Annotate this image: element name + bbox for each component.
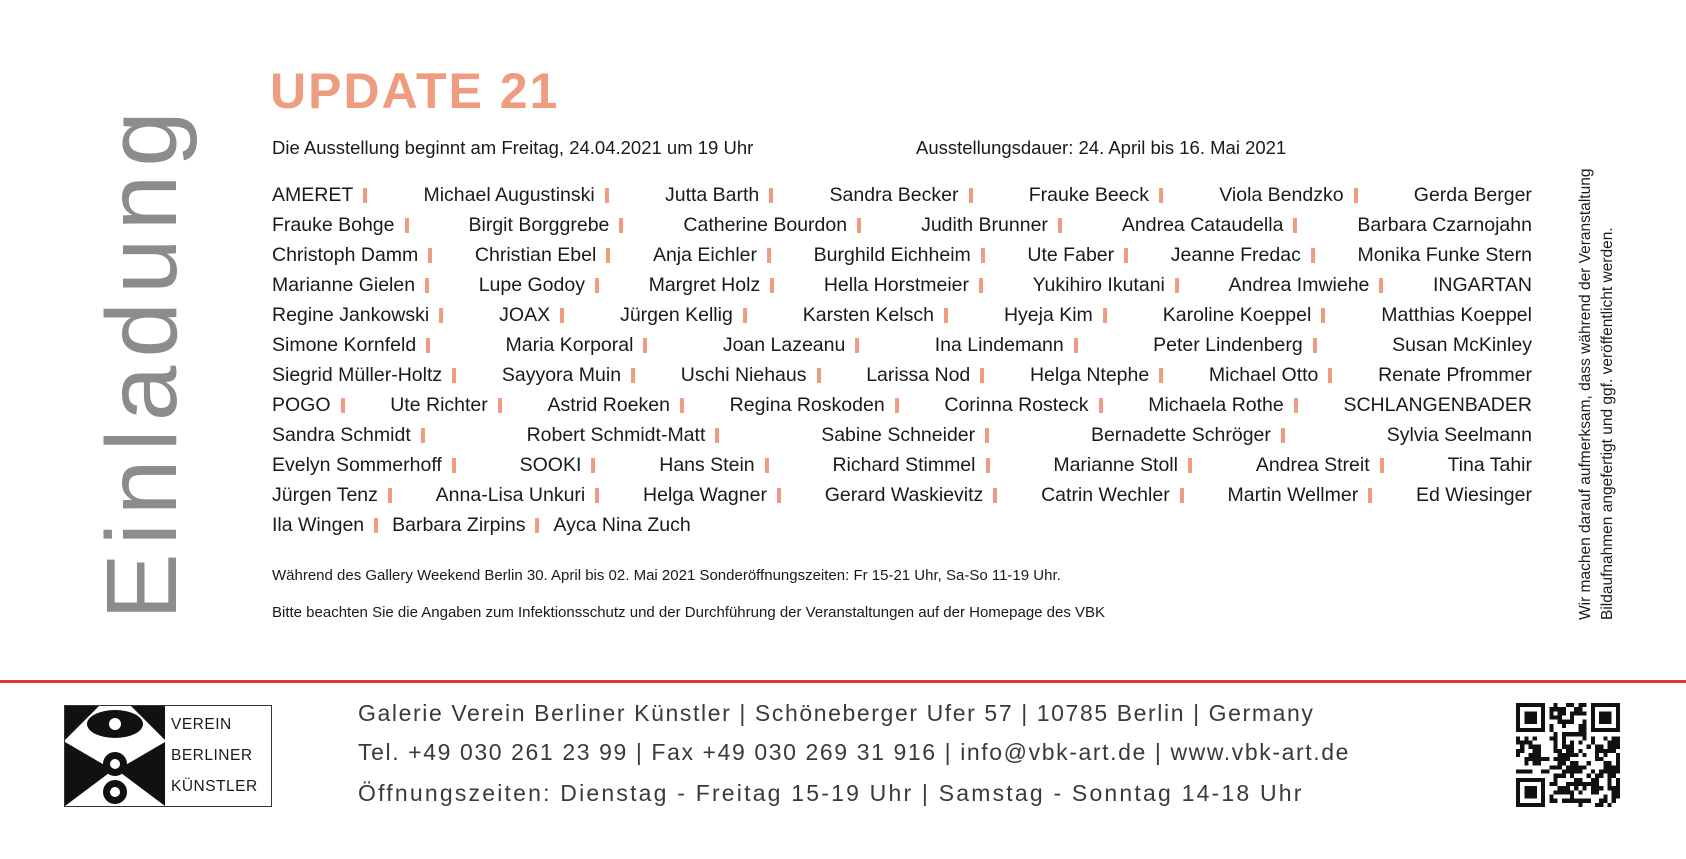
separator-bar — [985, 428, 989, 443]
separator-bar — [1099, 398, 1103, 413]
vbk-logo — [64, 705, 272, 807]
artist-name-text: Marianne Gielen — [272, 273, 416, 296]
artist-name-text: Susan McKinley — [1392, 333, 1532, 356]
artist-name-text: Karoline Koeppel — [1162, 303, 1312, 326]
artist-name — [468, 214, 623, 237]
artist-name-text: Regine Jankowski — [272, 303, 430, 326]
separator-bar — [770, 278, 774, 293]
artist-name-text: Evelyn Sommerhoff — [272, 453, 442, 476]
artist-name-text: Ayca Nina Zuch — [553, 513, 691, 536]
separator-bar — [341, 398, 345, 413]
separator-bar — [405, 218, 409, 233]
artist-name — [620, 304, 747, 327]
separator-bar — [591, 458, 595, 473]
separator-bar — [606, 248, 610, 263]
artist-name — [547, 394, 683, 417]
artist-name-text: Renate Pfrommer — [1378, 363, 1532, 386]
artist-name — [272, 514, 378, 537]
separator-bar — [979, 278, 983, 293]
separator-bar — [1180, 488, 1184, 503]
artist-name — [479, 274, 599, 297]
separator-bar — [421, 428, 425, 443]
artist-name-text: Monika Funke Stern — [1357, 243, 1532, 266]
separator-bar — [452, 458, 456, 473]
artist-name-text: Martin Wellmer — [1227, 483, 1359, 506]
artist-name-text: Ila Wingen — [272, 513, 365, 536]
artist-name-text: Birgit Borggrebe — [468, 213, 610, 236]
artist-name-text: Burghild Eichheim — [813, 243, 971, 266]
headline: UPDATE 21 — [270, 63, 560, 119]
contact-address: Galerie Verein Berliner Künstler | Schöneberger Ufer 57 | 10785 Berlin | Germany — [358, 700, 1315, 726]
artist-name — [502, 364, 635, 387]
artist-name — [1171, 244, 1315, 267]
artist-name-text: Margret Holz — [648, 273, 761, 296]
artist-name — [1227, 484, 1372, 507]
qr-code-icon[interactable] — [1516, 703, 1620, 807]
artist-name — [1414, 184, 1532, 207]
artist-name-text: Jutta Barth — [664, 183, 760, 206]
artist-name-text: Helga Ntephe — [1029, 363, 1150, 386]
artist-name-text: Karsten Kelsch — [802, 303, 934, 326]
artist-name — [730, 394, 899, 417]
artist-name — [1433, 274, 1532, 297]
artist-name-text: Hans Stein — [659, 453, 755, 476]
separator-bar — [767, 248, 771, 263]
vbk-logo-mark-icon — [65, 706, 165, 806]
artist-name — [659, 454, 768, 477]
separator-bar — [1380, 458, 1384, 473]
artist-name — [935, 334, 1078, 357]
artist-name-text: Hyeja Kim — [1003, 303, 1093, 326]
artist-name-text: Christoph Damm — [272, 243, 419, 266]
artist-name — [1387, 424, 1532, 447]
artist-name-text: Michael Otto — [1208, 363, 1319, 386]
artist-name-text: Corinna Rosteck — [944, 393, 1089, 416]
artist-row — [272, 210, 1532, 240]
separator-bar — [895, 398, 899, 413]
artist-name — [1209, 364, 1332, 387]
artist-name-text: Viola Bendzko — [1219, 183, 1344, 206]
separator-bar — [595, 278, 599, 293]
separator-bar — [619, 218, 623, 233]
artist-name-text: POGO — [272, 393, 331, 416]
separator-bar — [993, 488, 997, 503]
artist-name-text: Matthias Koeppel — [1381, 303, 1532, 326]
artist-name-text: SOOKI — [519, 453, 582, 476]
artist-name-text: Hella Horstmeier — [823, 273, 970, 296]
artist-row — [272, 390, 1532, 420]
artist-name — [272, 454, 456, 477]
artist-name — [1053, 454, 1192, 477]
artist-name — [1256, 454, 1384, 477]
artist-name-text: Siegrid Müller-Holtz — [272, 363, 443, 386]
separator-bar — [765, 458, 769, 473]
artist-name — [272, 484, 392, 507]
artist-name — [821, 424, 989, 447]
gallery-weekend-note: Während des Gallery Weekend Berlin 30. April bis 02. Mai 2021 Sonderöffnungszeiten: Fr 15-21 Uhr, Sa-So 11-19 Uhr. — [272, 567, 1061, 584]
separator-bar — [1368, 488, 1372, 503]
contact-opening-hours: Öffnungszeiten: Dienstag - Freitag 15-19 Uhr | Samstag - Sonntag 14-18 Uhr — [358, 780, 1304, 806]
artist-name-text: Yukihiro Ikutani — [1032, 273, 1165, 296]
artist-name — [527, 424, 720, 447]
separator-bar — [1294, 398, 1298, 413]
photo-notice — [1575, 60, 1619, 620]
artist-name — [1004, 304, 1107, 327]
artist-name-text: Joan Lazeanu — [722, 333, 846, 356]
artist-name-text: Barbara Zirpins — [392, 513, 526, 536]
separator-bar — [1103, 308, 1107, 323]
artist-name — [272, 274, 429, 297]
artist-name — [825, 484, 998, 507]
separator-bar — [605, 188, 609, 203]
separator-bar — [535, 518, 539, 533]
artist-name-text: Sayyora Muin — [501, 363, 622, 386]
artist-name-text: Jürgen Tenz — [272, 483, 378, 506]
separator-bar — [1159, 368, 1163, 383]
artist-name-text: Jeanne Fredac — [1170, 243, 1301, 266]
artist-name — [1416, 484, 1532, 507]
artist-name-text: Uschi Niehaus — [680, 363, 807, 386]
artist-name — [272, 184, 367, 207]
separator-bar — [944, 308, 948, 323]
artist-row — [272, 240, 1532, 270]
artist-name-text: Lupe Godoy — [478, 273, 585, 296]
artist-name-text: Tina Tahir — [1447, 453, 1532, 476]
separator-bar — [1379, 278, 1383, 293]
separator-bar — [1281, 428, 1285, 443]
artist-name-text: Sylvia Seelmann — [1386, 423, 1532, 446]
artist-name — [506, 334, 648, 357]
photo-notice-line-1: Wir machen darauf aufmerksam, dass während der Veranstaltung — [1577, 168, 1594, 620]
artist-name-text: Andrea Cataudella — [1121, 213, 1284, 236]
artist-name — [1357, 214, 1532, 237]
divider-line — [0, 680, 1686, 683]
artist-name — [814, 244, 985, 267]
separator-bar — [981, 248, 985, 263]
artist-name-text: Marianne Stoll — [1053, 453, 1178, 476]
photo-notice-line-2: Bildaufnahmen angefertigt und ggf. veröffentlicht werden. — [1599, 227, 1616, 620]
artist-name-text: INGARTAN — [1433, 273, 1532, 296]
artist-name-text: Ina Lindemann — [934, 333, 1064, 356]
separator-bar — [969, 188, 973, 203]
logo-text-verein: VEREIN — [171, 716, 232, 734]
artist-name — [272, 304, 443, 327]
artist-name-text: Helga Wagner — [643, 483, 767, 506]
artist-name — [830, 184, 973, 207]
side-title-einladung: Einladung — [86, 103, 198, 620]
artist-name-text: Michael Augustinski — [423, 183, 595, 206]
artist-name-text: Judith Brunner — [921, 213, 1048, 236]
artist-name-text: Sandra Becker — [829, 183, 959, 206]
artist-name-text: Andrea Streit — [1255, 453, 1370, 476]
separator-bar — [560, 308, 564, 323]
artist-name — [1392, 334, 1532, 357]
separator-bar — [1074, 338, 1078, 353]
artist-name — [723, 334, 860, 357]
artist-name — [1228, 274, 1383, 297]
artist-name — [272, 244, 432, 267]
artist-name-text: AMERET — [272, 183, 354, 206]
artist-name — [1343, 394, 1532, 417]
separator-bar — [743, 308, 747, 323]
separator-bar — [1188, 458, 1192, 473]
artist-name — [643, 484, 781, 507]
artist-name-text: JOAX — [499, 303, 551, 326]
separator-bar — [715, 428, 719, 443]
artist-name-text: Gerda Berger — [1413, 183, 1532, 206]
artist-name — [436, 484, 600, 507]
artist-name — [1163, 304, 1326, 327]
artist-name — [944, 394, 1102, 417]
logo-text-kuenstler: KÜNSTLER — [171, 777, 258, 795]
opening-info: Die Ausstellung beginnt am Freitag, 24.04.2021 um 19 Uhr — [272, 137, 754, 158]
artist-name — [1447, 454, 1532, 477]
artist-name-text: Sabine Schneider — [821, 423, 976, 446]
artist-name — [921, 214, 1062, 237]
artist-name — [1122, 214, 1298, 237]
artist-name-text: SCHLANGENBADER — [1343, 393, 1532, 416]
separator-bar — [986, 458, 990, 473]
artist-list — [272, 180, 1532, 540]
artist-name — [272, 214, 409, 237]
separator-bar — [1321, 308, 1325, 323]
artist-name — [1033, 274, 1179, 297]
separator-bar — [855, 338, 859, 353]
artist-name — [681, 364, 821, 387]
contact-phone-web: Tel. +49 030 261 23 99 | Fax +49 030 269 31 916 | info@vbk-art.de | www.vbk-art.de — [358, 739, 1351, 765]
separator-bar — [1159, 188, 1163, 203]
artist-row — [272, 270, 1532, 300]
artist-name — [1378, 364, 1532, 387]
separator-bar — [388, 488, 392, 503]
separator-bar — [777, 488, 781, 503]
separator-bar — [1313, 338, 1317, 353]
artist-name — [1029, 184, 1163, 207]
separator-bar — [363, 188, 367, 203]
logo-text-berliner: BERLINER — [171, 746, 253, 764]
artist-row — [272, 450, 1532, 480]
separator-bar — [1293, 218, 1297, 233]
artist-name-text: Ute Faber — [1027, 243, 1115, 266]
artist-name — [1027, 244, 1128, 267]
separator-bar — [857, 218, 861, 233]
separator-bar — [426, 338, 430, 353]
artist-row — [272, 360, 1532, 390]
separator-bar — [769, 188, 773, 203]
artist-name-text: Frauke Bohge — [272, 213, 395, 236]
separator-bar — [643, 338, 647, 353]
artist-name — [1030, 364, 1163, 387]
artist-name — [520, 454, 596, 477]
artist-name — [803, 304, 948, 327]
separator-bar — [817, 368, 821, 383]
artist-name — [665, 184, 773, 207]
artist-name-text: Christian Ebel — [474, 243, 597, 266]
artist-name-text: Catherine Bourdon — [683, 213, 848, 236]
artist-row — [272, 510, 1532, 540]
artist-name — [1153, 334, 1317, 357]
artist-row — [272, 180, 1532, 210]
artist-name — [272, 424, 425, 447]
artist-name — [553, 514, 690, 537]
artist-name-text: Anna-Lisa Unkuri — [435, 483, 586, 506]
artist-name-text: Maria Korporal — [505, 333, 634, 356]
separator-bar — [1124, 248, 1128, 263]
artist-name-text: Richard Stimmel — [832, 453, 976, 476]
artist-name — [649, 274, 775, 297]
artist-row — [272, 480, 1532, 510]
artist-name-text: Michaela Rothe — [1148, 393, 1284, 416]
separator-bar — [1311, 248, 1315, 263]
artist-name — [1381, 304, 1532, 327]
artist-name — [272, 334, 430, 357]
artist-name — [423, 184, 608, 207]
separator-bar — [595, 488, 599, 503]
artist-name-text: Robert Schmidt-Matt — [526, 423, 706, 446]
artist-name-text: Catrin Wechler — [1041, 483, 1170, 506]
artist-name — [653, 244, 771, 267]
artist-name-text: Ute Richter — [390, 393, 488, 416]
artist-name — [824, 274, 983, 297]
separator-bar — [425, 278, 429, 293]
artist-name — [866, 364, 984, 387]
artist-name-text: Andrea Imwiehe — [1228, 273, 1370, 296]
artist-name-text: Jürgen Kellig — [620, 303, 733, 326]
artist-row — [272, 330, 1532, 360]
artist-name — [1357, 244, 1532, 267]
artist-name — [475, 244, 610, 267]
artist-name — [1148, 394, 1298, 417]
separator-bar — [374, 518, 378, 533]
artist-name — [683, 214, 861, 237]
artist-name — [1091, 424, 1285, 447]
artist-name-text: Simone Kornfeld — [272, 333, 417, 356]
artist-name-text: Peter Lindenberg — [1153, 333, 1303, 356]
artist-name-text: Bernadette Schröger — [1090, 423, 1271, 446]
artist-row — [272, 300, 1532, 330]
artist-name — [499, 304, 564, 327]
artist-name-text: Larissa Nod — [866, 363, 971, 386]
separator-bar — [1175, 278, 1179, 293]
artist-name — [832, 454, 989, 477]
artist-name — [272, 364, 456, 387]
separator-bar — [680, 398, 684, 413]
artist-name-text: Ed Wiesinger — [1416, 483, 1532, 506]
artist-name-text: Regina Roskoden — [729, 393, 885, 416]
separator-bar — [428, 248, 432, 263]
separator-bar — [1058, 218, 1062, 233]
infection-note: Bitte beachten Sie die Angaben zum Infektionsschutz und der Durchführung der Veranstaltungen auf der Homepage des VBK — [272, 604, 1106, 621]
artist-name-text: Barbara Czarnojahn — [1357, 213, 1532, 236]
separator-bar — [1354, 188, 1358, 203]
artist-row — [272, 420, 1532, 450]
separator-bar — [498, 398, 502, 413]
separator-bar — [980, 368, 984, 383]
artist-name — [1219, 184, 1357, 207]
artist-name-text: Frauke Beeck — [1028, 183, 1150, 206]
artist-name-text: Astrid Roeken — [547, 393, 670, 416]
artist-name — [392, 514, 539, 537]
separator-bar — [631, 368, 635, 383]
separator-bar — [1328, 368, 1332, 383]
artist-name-text: Sandra Schmidt — [272, 423, 411, 446]
separator-bar — [452, 368, 456, 383]
artist-name — [272, 394, 345, 417]
artist-name-text: Anja Eichler — [652, 243, 757, 266]
artist-name-text: Gerard Waskievitz — [824, 483, 984, 506]
artist-name — [1041, 484, 1184, 507]
exhibition-duration: Ausstellungsdauer: 24. April bis 16. Mai 2021 — [916, 137, 1287, 158]
artist-name — [390, 394, 502, 417]
separator-bar — [439, 308, 443, 323]
